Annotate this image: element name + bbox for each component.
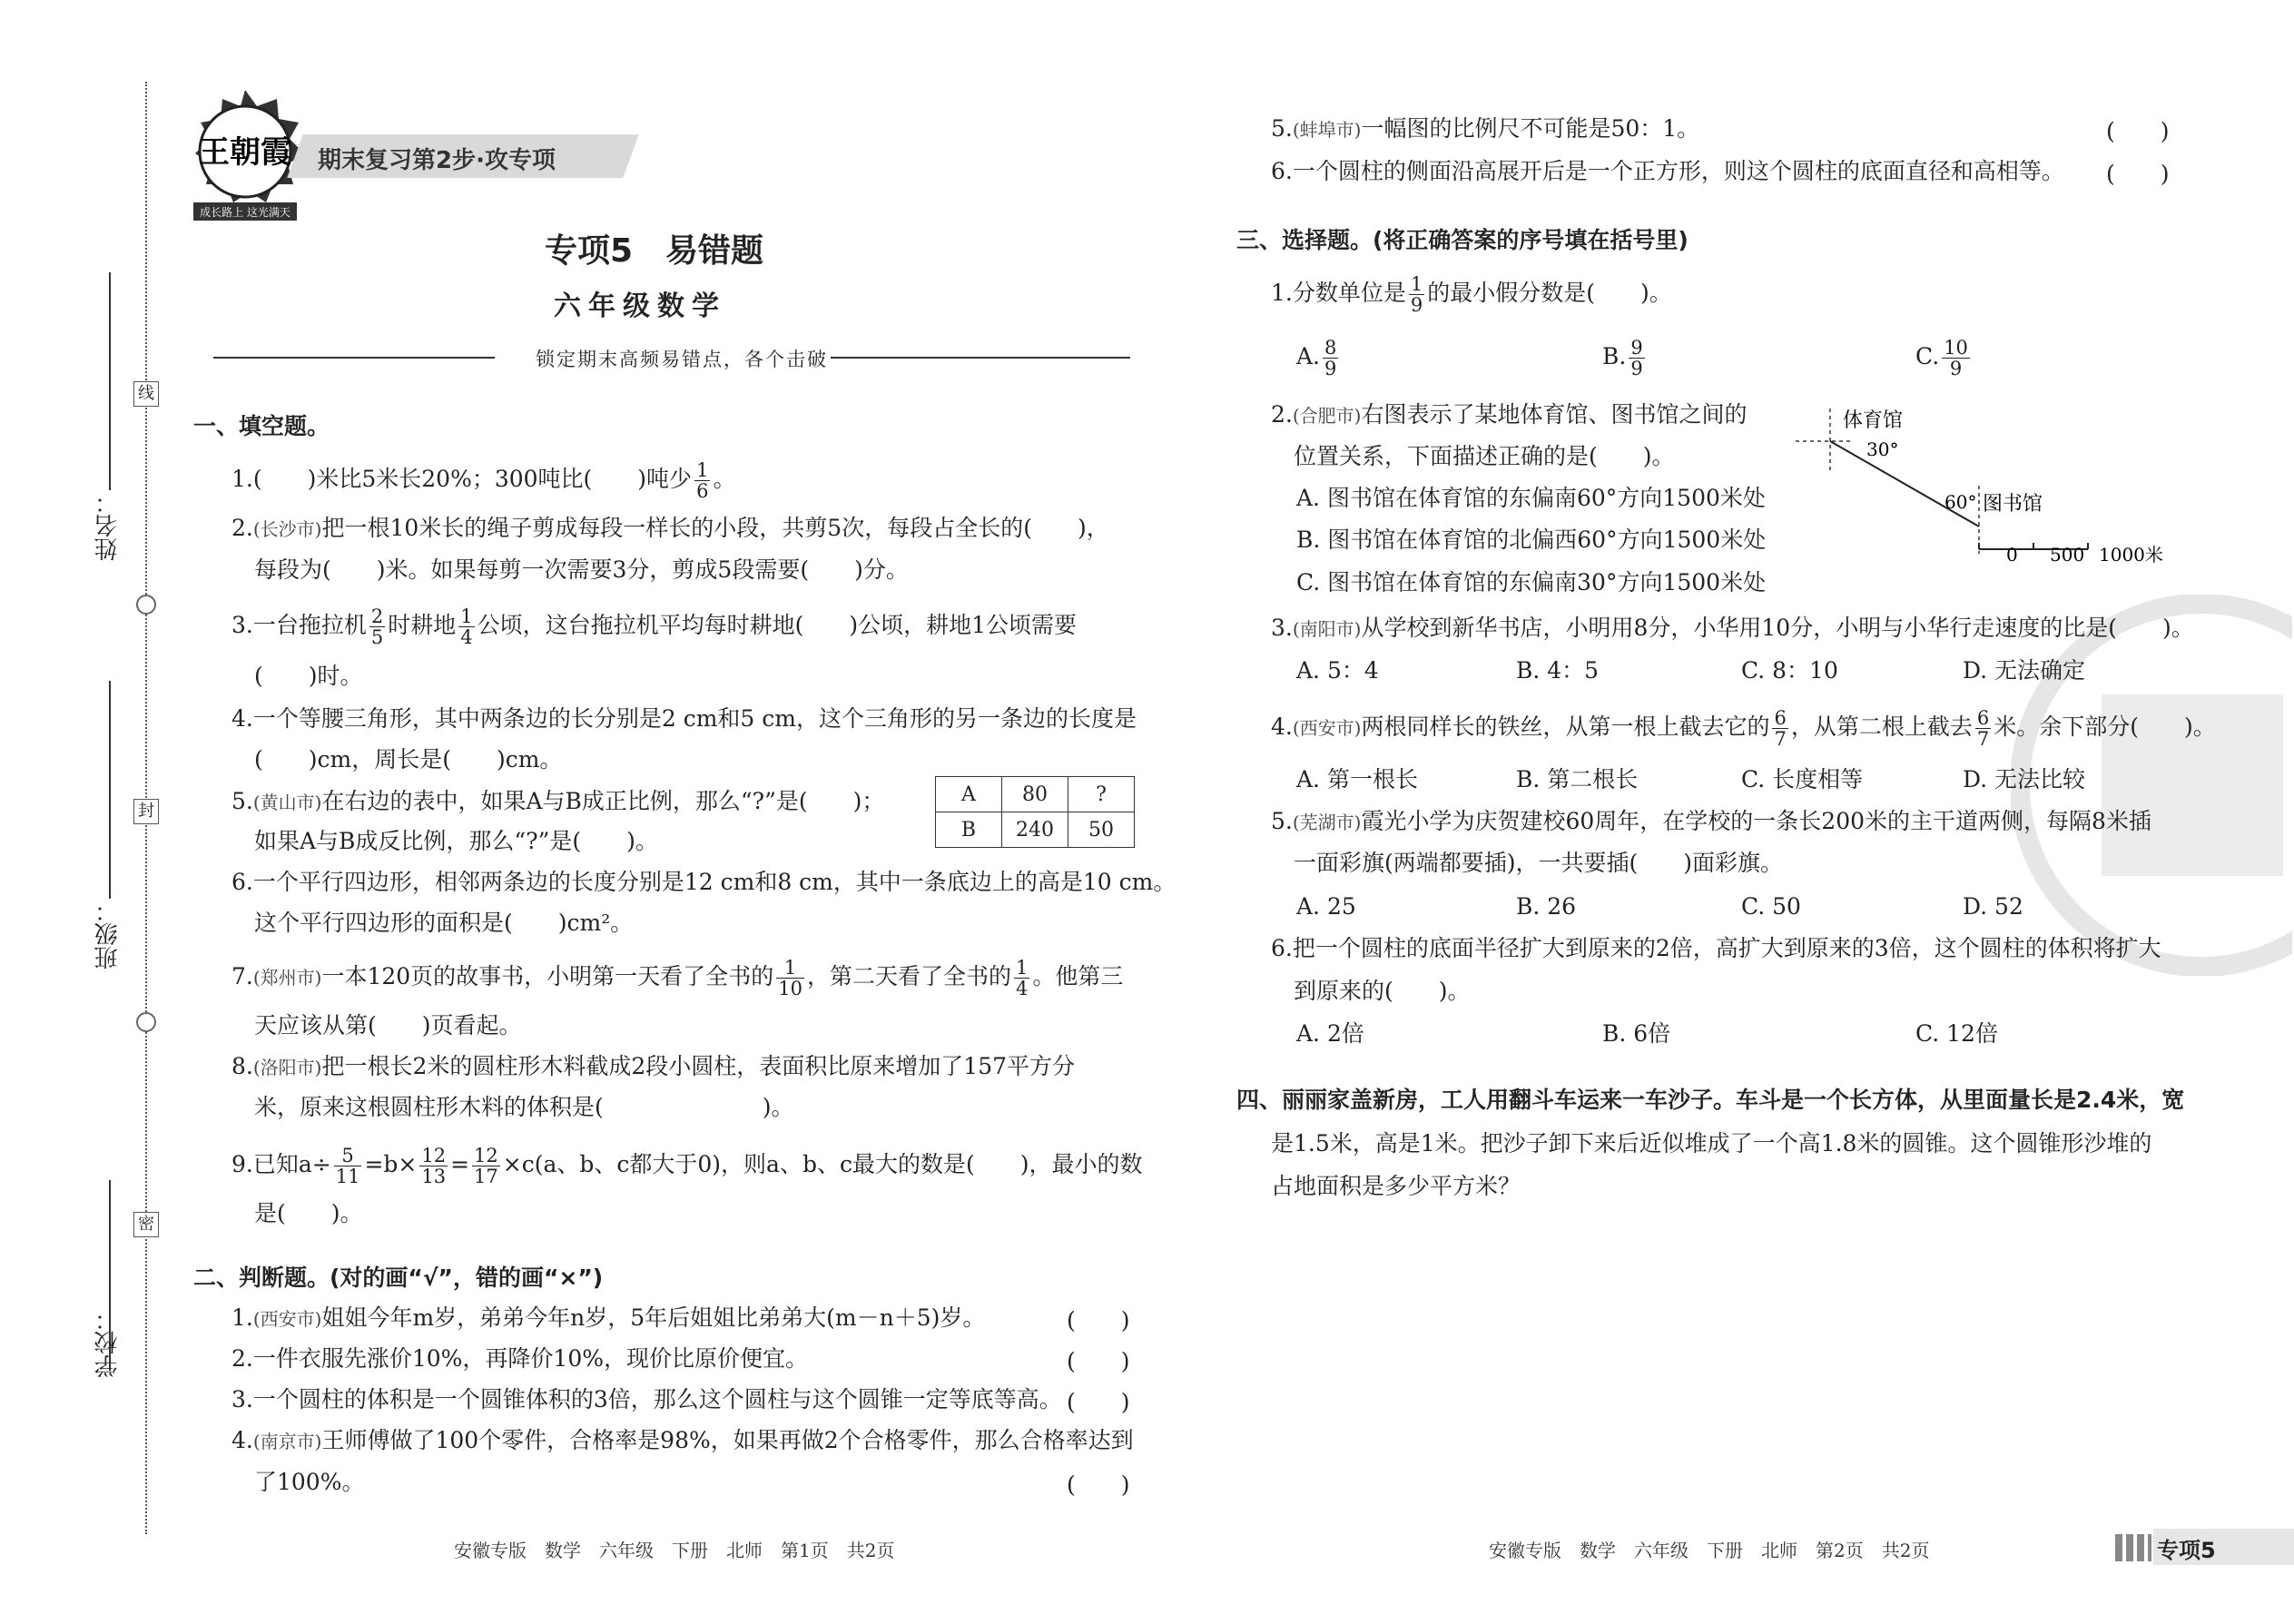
class-label: 班级： <box>94 899 122 969</box>
seal-line-mark: 线 <box>133 381 159 407</box>
s3-q6-line2: 到原来的( )。 <box>1294 978 1471 1004</box>
s3-q3-option-d[interactable]: D. 无法确定 <box>1963 657 2086 684</box>
tagline-rule-right <box>831 357 1130 359</box>
s1-q3-line2: ( )时。 <box>254 663 363 689</box>
s3-q2-line2: 位置关系，下面描述正确的是( )。 <box>1294 443 1675 469</box>
section1-heading: 一、填空题。 <box>193 413 330 439</box>
svg-text:图书馆: 图书馆 <box>1983 493 2043 516</box>
svg-text:30°: 30° <box>1866 438 1899 460</box>
svg-text:1000米: 1000米 <box>2099 544 2163 566</box>
s1-q7: 7.(郑州市)一本120页的故事书，小明第一天看了全书的 $\frac{1}{10}$ ，第二天看了全书的 $\frac{1}{4}$ 。他第三 <box>231 957 1124 999</box>
s3-q3: 3.(南阳市)从学校到新华书店，小明用8分，小华用10分，小明与小华行走速度的比是( )。 <box>1271 615 2194 641</box>
s1-q2: 2.(长沙市)把一根10米长的绳子剪成每段一样长的小段，共剪5次，每段占全长的( )， <box>231 515 1109 541</box>
logo-sub: 成长路上 这光满天 <box>200 206 290 219</box>
location-map-diagram <box>1788 399 2188 581</box>
s2-item6: 6.一个圆柱的侧面沿高展开后是一个正方形，则这个圆柱的底面直径和高相等。 <box>1271 158 2064 184</box>
s1-q8: 8.(洛阳市)把一根长2米的圆柱形木料截成2段小圆柱，表面积比原来增加了157平方分 <box>231 1053 1076 1079</box>
s3-q4: 4.(西安市)两根同样长的铁丝，从第一根上截去它的 $\frac{6}{7}$ ，从第二根上截去 $\frac{6}{7}$ 米。余下部分( )。 <box>1271 707 2216 750</box>
footer-left: 安徽专版 数学 六年级 下册 北师 第1页 共2页 <box>454 1540 895 1561</box>
ratio-table: A 80 ? B 240 50 <box>935 776 1135 848</box>
page-title: 专项5 易错题 <box>545 232 764 270</box>
s3-q1-option-a[interactable]: A. $\frac{8}{9}$ <box>1296 337 1337 379</box>
s3-q2-option-a[interactable]: A. 图书馆在体育馆的东偏南60°方向1500米处 <box>1296 485 1766 511</box>
answer-paren[interactable]: ( ) <box>2106 118 2170 144</box>
s4-line2: 是1.5米，高是1米。把沙子卸下来后近似堆成了一个高1.8米的圆锥。这个圆锥形沙堆的 <box>1271 1130 2152 1156</box>
s1-q5: 5.(黄山市)在右边的表中，如果A与B成正比例，那么“?”是( )； <box>231 788 885 814</box>
s3-q4-option-d[interactable]: D. 无法比较 <box>1963 766 2086 792</box>
seal-seal-mark: 封 <box>133 799 159 824</box>
s1-q2-line2: 每段为( )米。如果每剪一次需要3分，剪成5段需要( )分。 <box>254 556 909 583</box>
s3-q4-option-a[interactable]: A. 第一根长 <box>1296 766 1418 792</box>
s2-item3: 3.一个圆柱的体积是一个圆锥体积的3倍，那么这个圆柱与这个圆锥一定等底等高。 <box>231 1386 1062 1412</box>
binding-hole-icon <box>136 595 156 615</box>
s2-item2: 2.一件衣服先涨价10%，再降价10%，现价比原价便宜。 <box>231 1345 808 1372</box>
s2-item5: 5.(蚌埠市)一幅图的比例尺不可能是50：1。 <box>1271 115 1700 142</box>
answer-paren[interactable]: ( ) <box>1067 1348 1130 1374</box>
svg-text:0: 0 <box>2006 544 2018 566</box>
s2-item4-line2: 了100%。 <box>254 1469 365 1495</box>
s3-q4-option-b[interactable]: B. 第二根长 <box>1516 766 1639 792</box>
s1-q3: 3.一台拖拉机 $\frac{2}{5}$ 时耕地 $\frac{1}{4}$ 公顷，这台拖拉机平均每时耕地( )公顷，耕地1公顷需要 <box>231 605 1078 648</box>
s3-q6-option-a[interactable]: A. 2倍 <box>1296 1020 1364 1047</box>
tagline: 锁定期末高频易错点，各个击破 <box>536 349 828 370</box>
s1-q6-line2: 这个平行四边形的面积是( )cm²。 <box>254 910 634 936</box>
s3-q3-option-a[interactable]: A. 5：4 <box>1296 657 1379 684</box>
s3-q1-option-c[interactable]: C. $\frac{10}{9}$ <box>1915 337 1968 379</box>
s3-q2-option-b[interactable]: B. 图书馆在体育馆的北偏西60°方向1500米处 <box>1296 527 1767 553</box>
section3-heading: 三、选择题。(将正确答案的序号填在括号里) <box>1236 227 1689 253</box>
s1-q6: 6.一个平行四边形，相邻两条边的长度分别是12 cm和8 cm，其中一条底边上的高是10 cm。 <box>231 869 1177 895</box>
s1-q5-line2: 如果A与B成反比例，那么“?”是( )。 <box>254 828 658 854</box>
s3-q5-option-b[interactable]: B. 26 <box>1516 893 1577 920</box>
tab-pattern <box>2115 1534 2151 1561</box>
s3-q5-option-a[interactable]: A. 25 <box>1296 893 1356 920</box>
banner-text: 期末复习第2步·攻专项 <box>318 147 556 174</box>
svg-text:60°: 60° <box>1944 491 1977 513</box>
s3-q5-option-c[interactable]: C. 50 <box>1741 893 1801 920</box>
svg-text:体育馆: 体育馆 <box>1843 409 1904 432</box>
tagline-rule-left <box>213 357 495 359</box>
name-underline <box>109 272 111 490</box>
s3-q5-option-d[interactable]: D. 52 <box>1963 893 2023 920</box>
s1-q9: 9.已知a÷ $\frac{5}{11}$ =b× $\frac{12}{13}$ = $\frac{12}{17}$ ×c(a、b、c都大于0)，则a、b、c最大的数是( )，最小的数 <box>231 1145 1143 1187</box>
s3-q5: 5.(芜湖市)霞光小学为庆贺建校60周年，在学校的一条长200米的主干道两侧，每隔8米插 <box>1271 808 2151 834</box>
s1-q7-line2: 天应该从第( )页看起。 <box>254 1012 522 1038</box>
s3-q2: 2.(合肥市)右图表示了某地体育馆、图书馆之间的 <box>1271 401 1748 428</box>
s2-item1: 1.(西安市)姐姐今年m岁，弟弟今年n岁，5年后姐姐比弟弟大(m－n＋5)岁。 <box>231 1304 986 1331</box>
s3-q6: 6.把一个圆柱的底面半径扩大到原来的2倍，高扩大到原来的3倍，这个圆柱的体积将扩大 <box>1271 935 2161 961</box>
s3-q1: 1.分数单位是 $\frac{1}{9}$ 的最小假分数是( )。 <box>1271 273 1672 316</box>
footer-right: 安徽专版 数学 六年级 下册 北师 第2页 共2页 <box>1489 1540 1930 1561</box>
answer-paren[interactable]: ( ) <box>1067 1307 1130 1334</box>
s3-q3-option-c[interactable]: C. 8：10 <box>1741 657 1838 684</box>
s3-q1-option-b[interactable]: B. $\frac{9}{9}$ <box>1602 337 1643 379</box>
s1-q8-line2: 米，原来这根圆柱形木料的体积是( )。 <box>254 1094 794 1120</box>
section2-heading: 二、判断题。(对的画“√”，错的画“×”) <box>193 1265 604 1291</box>
logo-text: 王朝霞 <box>199 134 291 171</box>
s4-line1: 四、丽丽家盖新房，工人用翻斗车运来一车沙子。车斗是一个长方体，从里面量长是2.4米，宽 <box>1236 1087 2185 1113</box>
seal-secret-mark: 密 <box>133 1212 159 1237</box>
school-label: 学校： <box>94 1307 122 1378</box>
s1-q9-line2: 是( )。 <box>254 1200 363 1226</box>
s1-q1: 1.( )米比5米长20%；300吨比( )吨少 $\frac{1}{6}$ 。 <box>231 459 736 502</box>
svg-text:500: 500 <box>2050 544 2085 566</box>
answer-paren[interactable]: ( ) <box>1067 1471 1130 1498</box>
class-underline <box>109 681 111 899</box>
brand-logo <box>177 86 313 231</box>
s3-q2-option-c[interactable]: C. 图书馆在体育馆的东偏南30°方向1500米处 <box>1296 569 1767 595</box>
s3-q6-option-b[interactable]: B. 6倍 <box>1602 1020 1671 1047</box>
s2-item4: 4.(南京市)王师傅做了100个零件，合格率是98%，如果再做2个合格零件，那么合格率达到 <box>231 1427 1134 1453</box>
name-label: 姓名： <box>94 490 122 561</box>
s1-q4: 4.一个等腰三角形，其中两条边的长分别是2 cm和5 cm，这个三角形的另一条边的长度是 <box>231 705 1137 732</box>
s3-q3-option-b[interactable]: B. 4：5 <box>1516 657 1600 684</box>
s3-q5-line2: 一面彩旗(两端都要插)，一共要插( )面彩旗。 <box>1294 850 1784 876</box>
s1-q4-line2: ( )cm，周长是( )cm。 <box>254 746 563 773</box>
page-tab-label: 专项5 <box>2157 1538 2216 1563</box>
answer-paren[interactable]: ( ) <box>2106 161 2170 187</box>
answer-paren[interactable]: ( ) <box>1067 1389 1130 1415</box>
fraction: $\frac{1}{6}$ <box>696 459 709 502</box>
s3-q6-option-c[interactable]: C. 12倍 <box>1915 1020 1998 1047</box>
page-subtitle: 六年级数学 <box>554 290 726 322</box>
binding-hole-icon <box>136 1012 156 1032</box>
s3-q4-option-c[interactable]: C. 长度相等 <box>1741 766 1864 792</box>
s4-line3: 占地面积是多少平方米？ <box>1271 1173 1521 1199</box>
